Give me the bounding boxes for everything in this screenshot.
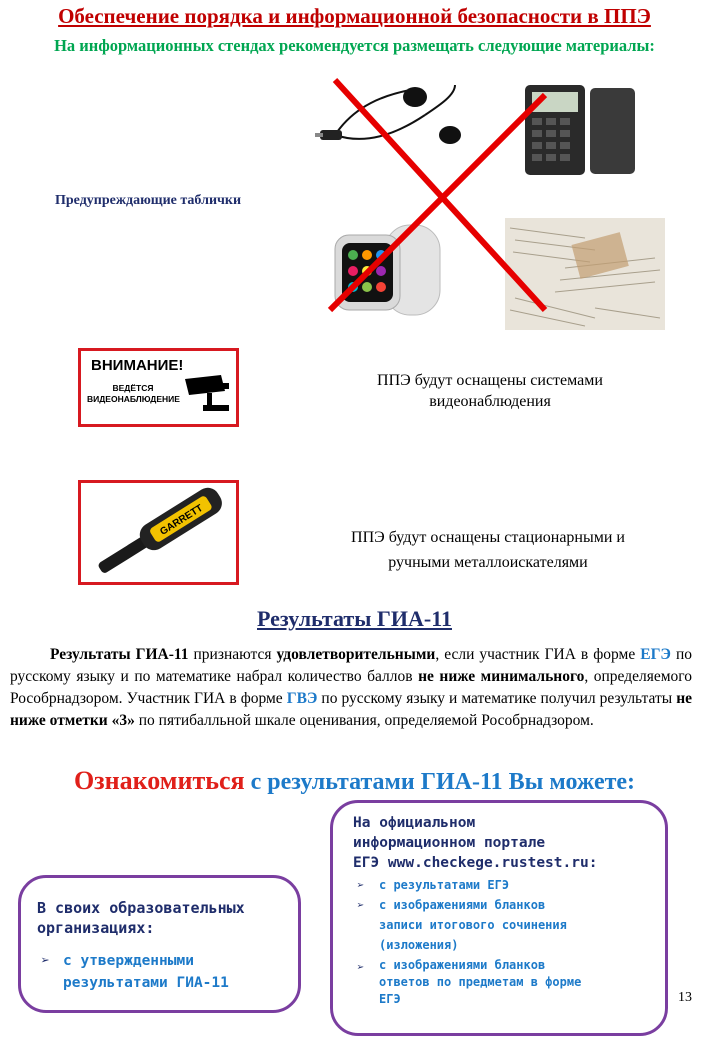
arrow-bullet-icon: ➢ <box>357 960 365 974</box>
video-surveillance-sign <box>78 348 239 427</box>
sign-text: ВЕДЁТСЯ ВИДЕОНАБЛЮДЕНИЕ <box>87 383 180 404</box>
page-number: 13 <box>678 990 692 1005</box>
arrow-bullet-icon: ➢ <box>357 878 365 892</box>
video-caption: ППЭ будут оснащены системами видеонаблюдения <box>377 372 603 410</box>
portal-results-panel <box>330 800 668 1036</box>
school-results-panel <box>18 875 301 1013</box>
metal-detector-image <box>78 480 239 585</box>
warning-signs-label: Предупреждающие таблички <box>55 193 242 208</box>
list-item: ➢ с изображениями бланков ответов по предметам в форме ЕГЭ <box>357 958 582 1006</box>
list-item: ➢ с утвержденными результатами ГИА-11 <box>41 950 291 994</box>
arrow-bullet-icon: ➢ <box>41 953 50 969</box>
camera-icon <box>181 371 237 421</box>
school-panel-heading: В своих образовательных организациях: <box>37 899 245 937</box>
detector-brand: GARRETT <box>158 502 206 538</box>
list-item: ➢ с изображениями бланков записи итогового сочинения (изложения) <box>357 895 657 955</box>
results-paragraph: Результаты ГИА-11 признаются удовлетворительными, если участник ГИА в форме ЕГЭ по русскому языку и по математике набрал количество баллов не ниже минимального, определяемого Рособрнадзором. Участник ГИА в форме ГВЭ по русскому языку и математике получил результаты не ниже отметки «3» по пятибалльной шкале оценивания, определяемой Рособрнадзором. <box>10 646 693 729</box>
portal-panel-heading: На официальном информационном портале ЕГЭ www.checkege.rustest.ru: <box>353 815 598 871</box>
find-results-heading: Ознакомиться с результатами ГИА-11 Вы можете: <box>73 766 636 795</box>
detector-caption: ППЭ будут оснащены стационарными и ручными металлоискателями <box>351 529 625 571</box>
arrow-bullet-icon: ➢ <box>357 898 365 912</box>
sign-title: ВНИМАНИЕ! <box>91 357 184 374</box>
list-item: ➢ с результатами ЕГЭ <box>357 875 657 895</box>
page-title: Обеспечение порядка и информационной безопасности в ППЭ <box>58 4 651 28</box>
page-subtitle: На информационных стендах рекомендуется размещать следующие материалы: <box>54 36 655 55</box>
prohibited-cross <box>320 70 560 320</box>
results-heading: Результаты ГИА-11 <box>257 606 452 631</box>
